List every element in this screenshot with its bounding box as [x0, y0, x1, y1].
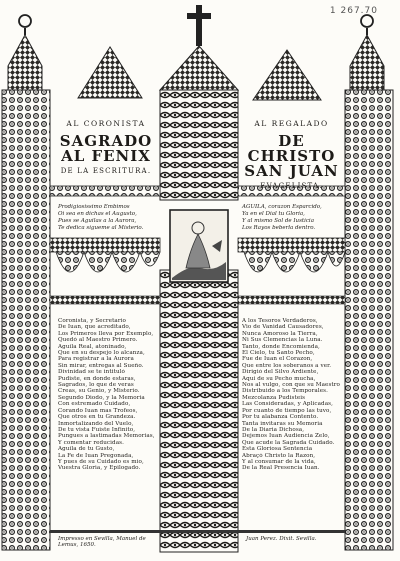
poem-line: Que entre los soberanos a ver. [242, 362, 332, 369]
right-spire [253, 50, 321, 100]
poem-line: Vio de Vanidad Causadores, [242, 324, 324, 331]
right-intro-line: AGUILA, corazon Esparcido, [242, 204, 322, 210]
poem-line: Mezcolanza Pudisteis [242, 394, 306, 401]
poem-line: Tanta invitaras su Memoria [242, 420, 323, 427]
poem-line: A los Tesoros Verdaderos, [242, 318, 318, 324]
right-poem [242, 318, 342, 472]
poem-line: Quedó al Maestro Primero. [58, 337, 138, 344]
right-intro-line: Y al mismo Sol de Iusticia [242, 218, 314, 224]
poem-line: Que otros en tu Grandeza. [58, 414, 136, 421]
left-intro-line: Oi sea en dichas el Augusto, [58, 211, 137, 217]
poem-line: De la Real Presencia Iuan. [242, 465, 320, 472]
poem-line: Que en su despejo lo alcanza, [58, 350, 145, 357]
poem-line: Dirigió del Silvo Ardiente, [242, 369, 319, 376]
poem-line: Corando Iuan mas Trofeos, [58, 407, 138, 414]
poem-line: Tanto, donde Encomienda, [242, 343, 320, 350]
right-heading [238, 120, 345, 190]
poem-line: Nos al vulgo, con que su Maestro [242, 382, 341, 389]
poem-line: Pudiste, en donde estaras, [58, 375, 136, 382]
poem-line: Creas, su Genio, y Misterio. [58, 388, 140, 395]
right-arches [238, 238, 345, 304]
poem-line: Sin mirar, entregas al Sueño. [58, 362, 144, 369]
poem-line: Y pues de su Cuidado es mio, [58, 458, 144, 465]
right-tower [345, 15, 393, 550]
signature: Juan Perez. Dixit. Sevilla. [246, 536, 317, 542]
poem-line: Aqui de su Pecho mucha, [242, 375, 316, 382]
poem-line: Abraçó Christo la Razon, [242, 452, 316, 459]
poem-line: Nunca Amoroso la Tierra, [242, 330, 318, 337]
poem-line: Y comentar reducidas. [58, 439, 124, 446]
poem-line: De Iuan, que acreditado, [58, 324, 131, 331]
poem-line: Distribuido a los Temporales. [242, 388, 328, 395]
left-poem [58, 318, 158, 472]
poem-line: Fue de Iuan el Corazon, [242, 356, 313, 363]
left-spire [78, 47, 142, 98]
poem-line: Para registrar a la Aurora [58, 356, 134, 363]
poem-line: Aguila Real, atoninado, [58, 343, 127, 350]
left-intro-line: Prodigiosissimo Embimos [58, 204, 130, 210]
poem-line: Segundo Diodo, y la Memoria [58, 394, 145, 401]
left-heading-sub: DE LA ESCRITURA. [60, 166, 152, 175]
handwritten-note: 1 267.70 [329, 6, 378, 16]
imprint: Impresso en Sevilla, Manuel de Lemus, 1650. [58, 536, 146, 548]
poem-line: Y al consumar de la vida, [242, 458, 316, 465]
saint-john-engraving [170, 210, 228, 282]
poem-line: Aguila de tu Gusto, [58, 446, 115, 453]
poem-line: Ni Sus Clemencias la Luna. [242, 337, 323, 344]
left-tower [2, 15, 50, 550]
poem-line: Divinidad se te intituló [58, 369, 126, 376]
left-intro-line: Pues se Aguilas a la Aurora, [58, 218, 137, 224]
poem-line: El Cielo, tu Santo Pecho, [242, 350, 315, 357]
left-arches [50, 238, 160, 304]
poem-line: Que acude la Sagrada Cuidado. [242, 439, 335, 446]
poem-line: De la Diaria Dichosa, [242, 426, 305, 433]
poem-line: Vuestra Gloria, y Epilogado. [58, 465, 141, 472]
poem-line: Pungues a lastimadas Memorias, [58, 433, 155, 440]
right-intro-line: Los Rayos beberla dentro. [242, 225, 316, 231]
poem-line: Por cuanto de tiempo las tuvo, [242, 407, 332, 414]
left-intro-line: Te dedica sigueme al Misterio. [58, 225, 144, 231]
poem-line: La Fe de Iuan Pregonada, [58, 452, 134, 459]
poem-line: Coronista, y Secretario [58, 318, 127, 324]
left-heading-big-1: SAGRADO [59, 131, 153, 150]
poem-line: Las Consideradas, y Aplicadas, [242, 401, 334, 408]
poem-line: Sagrados, lo que de veras [58, 382, 134, 389]
left-heading-small: AL CORONISTA [66, 119, 146, 128]
poem-line: De tu vista Fuiste Infinito, [58, 426, 136, 433]
right-heading-big-1: DE CHRISTO [247, 131, 336, 165]
poem-line: Los Primeros lleva por Exemplo, [58, 330, 154, 337]
left-heading [52, 120, 160, 175]
poem-line: Dejemos Iuan Audiencia Zelo, [242, 433, 330, 440]
right-intro-line: Ya en el Dial tu Gloria, [242, 211, 305, 217]
right-intro [242, 204, 342, 232]
poem-line: Esta Gloriosa Sentencia [242, 446, 313, 453]
left-heading-big-2: AL FENIX [61, 146, 151, 165]
right-heading-small: AL REGALADO [254, 119, 329, 128]
poem-line: Inmortalizando del Vuelo, [58, 420, 134, 427]
right-heading-sub: EVAGELISTA. [260, 181, 323, 190]
right-heading-big-2: SAN JUAN [244, 161, 339, 180]
left-intro [58, 204, 158, 232]
poem-line: Con estremado Cuidado, [58, 401, 131, 408]
poem-line: Por tu alabanza Contento. [242, 414, 319, 421]
